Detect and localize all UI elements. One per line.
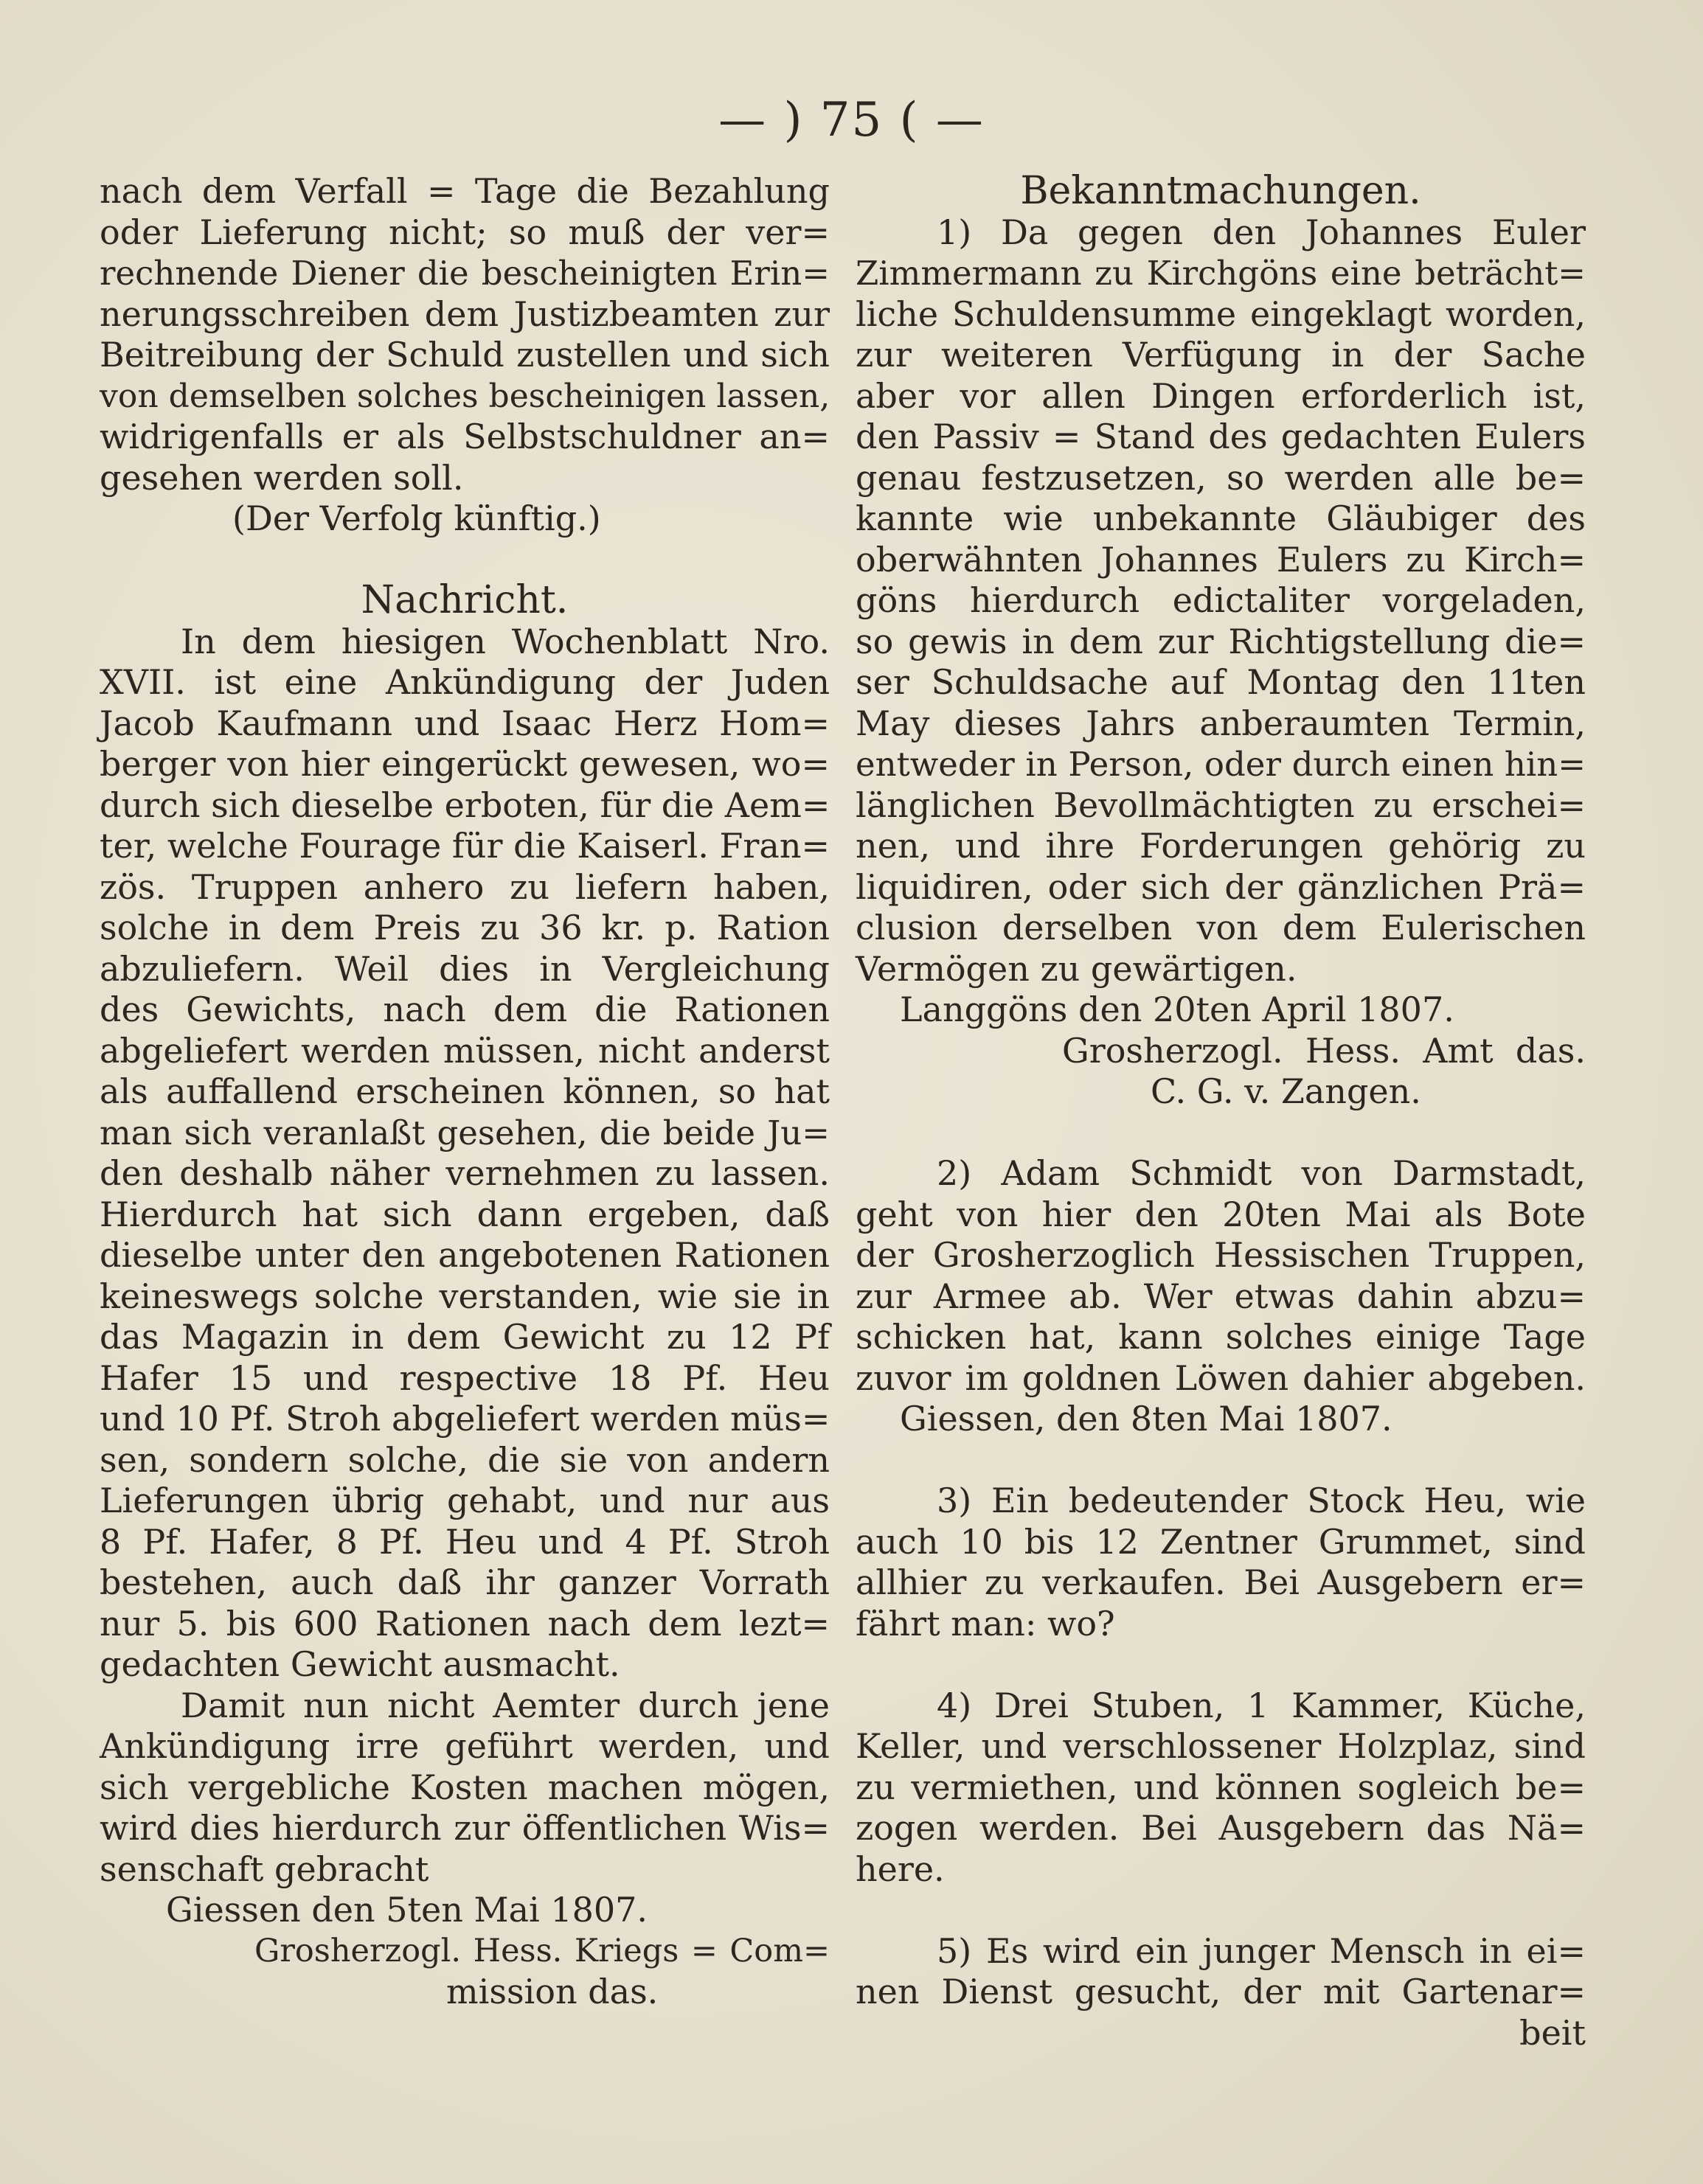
text-line: sen, sondern solche, die sie von andern	[100, 1439, 830, 1480]
text-line: oder Lieferung nicht; so muß der ver=	[100, 212, 830, 252]
text-line: oberwähnten Johannes Eulers zu Kirch=	[856, 539, 1586, 580]
text-line: bestehen, auch daß ihr ganzer Vorrath	[100, 1562, 830, 1602]
text-line: und 10 Pf. Stroh abgeliefert werden müs=	[100, 1399, 830, 1439]
text-line: rechnende Diener die bescheinigten Erin=	[100, 254, 830, 293]
paragraph-gap	[100, 540, 830, 581]
text-line: zös. Truppen anhero zu liefern haben,	[100, 866, 830, 907]
text-line: clusion derselben von dem Eulerischen	[856, 908, 1586, 947]
text-line: entweder in Person, oder durch einen hin=	[856, 745, 1586, 784]
text-line: Hierdurch hat sich dann ergeben, daß	[100, 1194, 830, 1234]
text-line: nach dem Verfall = Tage die Bezahlung	[100, 171, 830, 211]
text-line: 5) Es wird ein junger Mensch in ei=	[937, 1930, 1586, 1971]
text-line: Damit nun nicht Aemter durch jene	[181, 1685, 830, 1725]
text-line: mission das.	[446, 1972, 659, 2011]
text-line: abzuliefern. Weil dies in Vergleichung	[100, 948, 830, 989]
text-line: nerungsschreiben dem Justizbeamten zur	[100, 293, 830, 334]
text-line: kannte wie unbekannte Gläubiger des	[856, 498, 1586, 538]
text-line: keineswegs solche verstanden, wie sie in	[100, 1276, 830, 1316]
text-line: fährt man: wo?	[856, 1603, 1115, 1644]
paragraph-gap	[856, 1644, 1586, 1686]
text-line: Ankündigung irre geführt werden, und	[100, 1726, 830, 1766]
text-line: nen Dienst gesucht, der mit Gartenar=	[856, 1972, 1586, 2011]
text-line: Keller, und verschlossener Holzplaz, sind	[856, 1726, 1586, 1766]
text-line: zu vermiethen, und können sogleich be=	[856, 1767, 1586, 1807]
text-line: als auffallend erscheinen können, so hat	[100, 1071, 830, 1111]
text-line: zuvor im goldnen Löwen dahier abgeben.	[856, 1357, 1586, 1398]
text-line: 4) Drei Stuben, 1 Kammer, Küche,	[937, 1685, 1586, 1725]
text-line: geht von hier den 20ten Mai als Bote	[856, 1194, 1586, 1234]
text-line: das Magazin in dem Gewicht zu 12 Pf	[100, 1317, 830, 1357]
text-line: 8 Pf. Hafer, 8 Pf. Heu und 4 Pf. Stroh	[100, 1521, 830, 1562]
text-line: Zimmermann zu Kirchgöns eine beträcht=	[856, 254, 1586, 293]
text-line: wird dies hierdurch zur öffentlichen Wis=	[100, 1808, 830, 1848]
text-line: von demselben solches bescheinigen lassen,	[100, 377, 830, 415]
text-line: liche Schuldensumme eingeklagt worden,	[856, 293, 1586, 334]
text-line: Giessen, den 8ten Mai 1807.	[900, 1399, 1392, 1439]
text-line: senschaft gebracht	[100, 1849, 429, 1889]
text-line: zogen werden. Bei Ausgebern das Nä=	[856, 1808, 1586, 1848]
text-line: genau festzusetzen, so werden alle be=	[856, 457, 1586, 498]
text-line: ter, welche Fourage für die Kaiserl. Fran=	[100, 826, 830, 866]
right-column	[856, 171, 1586, 2053]
text-line: nen, und ihre Forderungen gehörig zu	[856, 826, 1586, 866]
text-line: XVII. ist eine Ankündigung der Juden	[100, 662, 830, 702]
text-line: göns hierdurch edictaliter vorgeladen,	[856, 580, 1586, 620]
text-line: Grosherzogl. Hess. Amt das.	[1062, 1030, 1586, 1071]
text-line: Vermögen zu gewärtigen.	[856, 948, 1297, 989]
text-line: dieselbe unter den angebotenen Rationen	[100, 1235, 830, 1275]
text-line: auch 10 bis 12 Zentner Grummet, sind	[856, 1521, 1586, 1562]
text-line: 3) Ein bedeutender Stock Heu, wie	[937, 1481, 1586, 1520]
text-line: Beitreibung der Schuld zustellen und sich	[100, 335, 830, 375]
text-line: abgeliefert werden müssen, nicht anderst	[100, 1030, 830, 1071]
text-line: Jacob Kaufmann und Isaac Herz Hom=	[100, 703, 830, 743]
text-line: solche in dem Preis zu 36 kr. p. Ration	[100, 908, 830, 947]
text-line: Hafer 15 und respective 18 Pf. Heu	[100, 1357, 830, 1398]
page-number-header: — ) 75 ( —	[718, 93, 985, 147]
text-line: den Passiv = Stand des gedachten Eulers	[856, 417, 1586, 456]
text-line: ser Schuldsache auf Montag den 11ten	[856, 662, 1586, 702]
text-line: allhier zu verkaufen. Bei Ausgebern er=	[856, 1562, 1586, 1602]
text-line: 2) Adam Schmidt von Darmstadt,	[937, 1153, 1586, 1193]
section-heading: Bekanntmachungen.	[1020, 169, 1421, 213]
text-line: schicken hat, kann solches einige Tage	[856, 1317, 1586, 1357]
text-line: des Gewichts, nach dem die Rationen	[100, 990, 830, 1029]
text-line: Lieferungen übrig gehabt, und nur aus	[100, 1481, 830, 1520]
text-line: nur 5. bis 600 Rationen nach dem lezt=	[100, 1603, 830, 1644]
text-line: der Grosherzoglich Hessischen Truppen,	[856, 1235, 1586, 1275]
text-line: May dieses Jahrs anberaumten Termin,	[856, 703, 1586, 743]
text-line: Giessen den 5ten Mai 1807.	[166, 1890, 648, 1930]
section-heading: Nachricht.	[361, 578, 569, 622]
text-line: aber vor allen Dingen erforderlich ist,	[856, 375, 1586, 416]
text-line: gedachten Gewicht ausmacht.	[100, 1644, 620, 1684]
text-line: beit	[1519, 2012, 1586, 2053]
text-line: man sich veranlaßt gesehen, die beide Ju=	[100, 1113, 830, 1152]
text-line: gesehen werden soll.	[100, 457, 464, 498]
text-line: 1) Da gegen den Johannes Euler	[937, 212, 1586, 252]
text-line: berger von hier eingerückt gewesen, wo=	[100, 744, 830, 784]
text-line: zur weiteren Verfügung in der Sache	[856, 335, 1586, 375]
text-line: länglichen Bevollmächtigten zu erschei=	[856, 785, 1586, 825]
text-line: (Der Verfolg künftig.)	[232, 498, 601, 538]
text-line: here.	[856, 1849, 945, 1889]
text-line: Langgöns den 20ten April 1807.	[900, 990, 1454, 1029]
text-line: C. G. v. Zangen.	[1151, 1071, 1421, 1111]
paragraph-gap	[856, 1440, 1586, 1481]
text-line: liquidiren, oder sich der gänzlichen Prä=	[856, 866, 1586, 907]
text-line: durch sich dieselbe erboten, für die Aem=	[100, 785, 830, 825]
text-line: widrigenfalls er als Selbstschuldner an=	[100, 417, 830, 456]
text-line: zur Armee ab. Wer etwas dahin abzu=	[856, 1276, 1586, 1316]
text-line: Grosherzogl. Hess. Kriegs = Com=	[254, 1932, 830, 1969]
left-column	[100, 171, 830, 2013]
text-line: den deshalb näher vernehmen zu lassen.	[100, 1153, 830, 1193]
paragraph-gap	[856, 1890, 1586, 1931]
text-line: sich vergebliche Kosten machen mögen,	[100, 1767, 830, 1807]
paragraph-gap	[856, 1113, 1586, 1154]
text-line: so gewis in dem zur Richtigstellung die=	[856, 621, 1586, 661]
text-line: In dem hiesigen Wochenblatt Nro.	[181, 621, 830, 661]
